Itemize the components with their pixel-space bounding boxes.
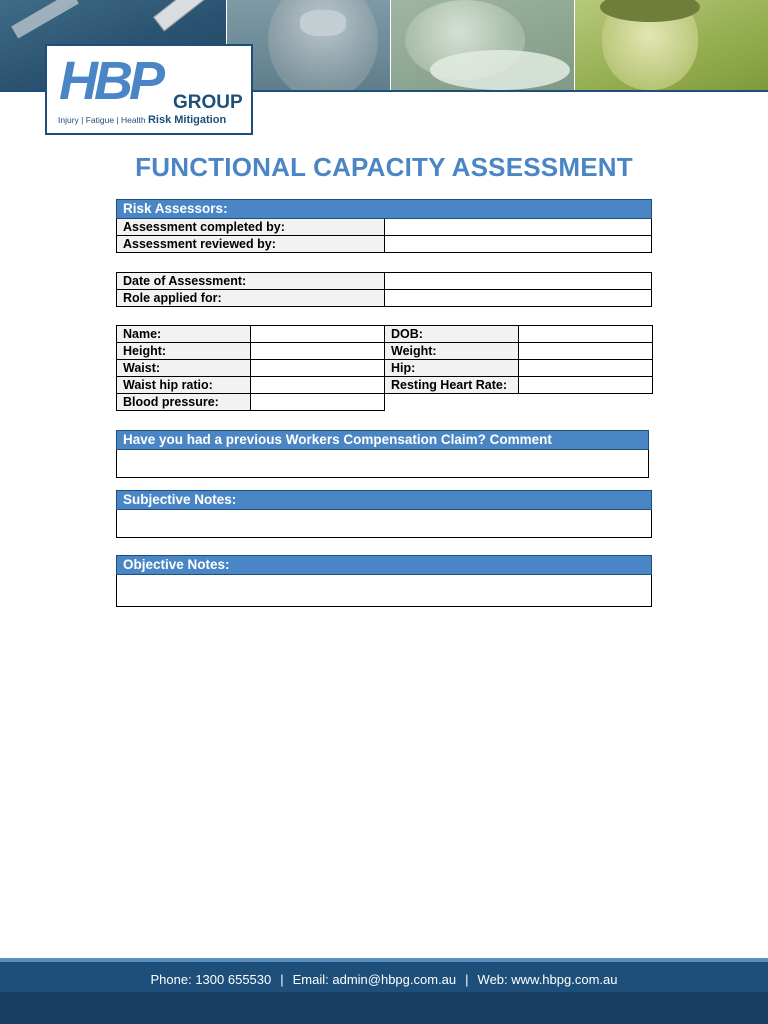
weight-field[interactable] <box>519 343 653 360</box>
subjective-notes-section <box>116 490 652 538</box>
resting-heart-rate-field[interactable] <box>519 377 653 394</box>
completed-by-field[interactable] <box>385 219 652 236</box>
role-applied-label: Role applied for: <box>117 290 385 307</box>
objective-notes-header: Objective Notes: <box>117 556 652 575</box>
personal-details-table <box>116 325 653 411</box>
logo-tagline-prefix: Injury | Fatigue | Health <box>58 115 146 125</box>
logo-group-text: GROUP <box>173 92 243 113</box>
footer-separator: | <box>280 972 284 987</box>
logo-mark: HBP <box>59 51 162 111</box>
footer-base <box>0 992 768 1024</box>
workers-comp-comment-field[interactable] <box>117 450 649 478</box>
blood-pressure-field[interactable] <box>251 394 385 411</box>
hip-label: Hip: <box>385 360 519 377</box>
footer-separator: | <box>465 972 469 987</box>
waist-label: Waist: <box>117 360 251 377</box>
date-of-assessment-label: Date of Assessment: <box>117 273 385 290</box>
footer-email[interactable]: Email: admin@hbpg.com.au <box>292 972 457 987</box>
risk-assessors-header: Risk Assessors: <box>117 200 652 219</box>
footer-web[interactable]: Web: www.hbpg.com.au <box>477 972 618 987</box>
waist-hip-ratio-label: Waist hip ratio: <box>117 377 251 394</box>
assessment-info-table <box>116 272 652 307</box>
date-of-assessment-field[interactable] <box>385 273 652 290</box>
page-title: FUNCTIONAL CAPACITY ASSESSMENT <box>135 152 633 182</box>
subjective-notes-field[interactable] <box>117 510 652 538</box>
subjective-notes-header: Subjective Notes: <box>117 491 652 510</box>
hbp-group-logo <box>45 44 253 135</box>
logo-tagline <box>58 114 226 126</box>
height-field[interactable] <box>251 343 385 360</box>
workers-comp-header: Have you had a previous Workers Compensation Claim? Comment <box>117 431 649 450</box>
name-label: Name: <box>117 326 251 343</box>
blood-pressure-label: Blood pressure: <box>117 394 251 411</box>
empty-cell <box>385 394 519 411</box>
weight-label: Weight: <box>385 343 519 360</box>
objective-notes-section <box>116 555 652 607</box>
dob-field[interactable] <box>519 326 653 343</box>
footer-contact <box>0 972 768 987</box>
waist-hip-ratio-field[interactable] <box>251 377 385 394</box>
name-field[interactable] <box>251 326 385 343</box>
objective-notes-field[interactable] <box>117 575 652 607</box>
empty-cell <box>519 394 653 411</box>
risk-assessors-table <box>116 199 652 253</box>
height-label: Height: <box>117 343 251 360</box>
reviewed-by-field[interactable] <box>385 236 652 253</box>
waist-field[interactable] <box>251 360 385 377</box>
hip-field[interactable] <box>519 360 653 377</box>
reviewed-by-label: Assessment reviewed by: <box>117 236 385 253</box>
footer-phone: Phone: 1300 655530 <box>150 972 272 987</box>
dob-label: DOB: <box>385 326 519 343</box>
completed-by-label: Assessment completed by: <box>117 219 385 236</box>
banner-photo-sleeping <box>391 0 574 90</box>
workers-comp-section <box>116 430 649 478</box>
role-applied-field[interactable] <box>385 290 652 307</box>
resting-heart-rate-label: Resting Heart Rate: <box>385 377 519 394</box>
banner-photo-smiling-man <box>575 0 768 90</box>
logo-tagline-emphasis: Risk Mitigation <box>147 114 227 126</box>
